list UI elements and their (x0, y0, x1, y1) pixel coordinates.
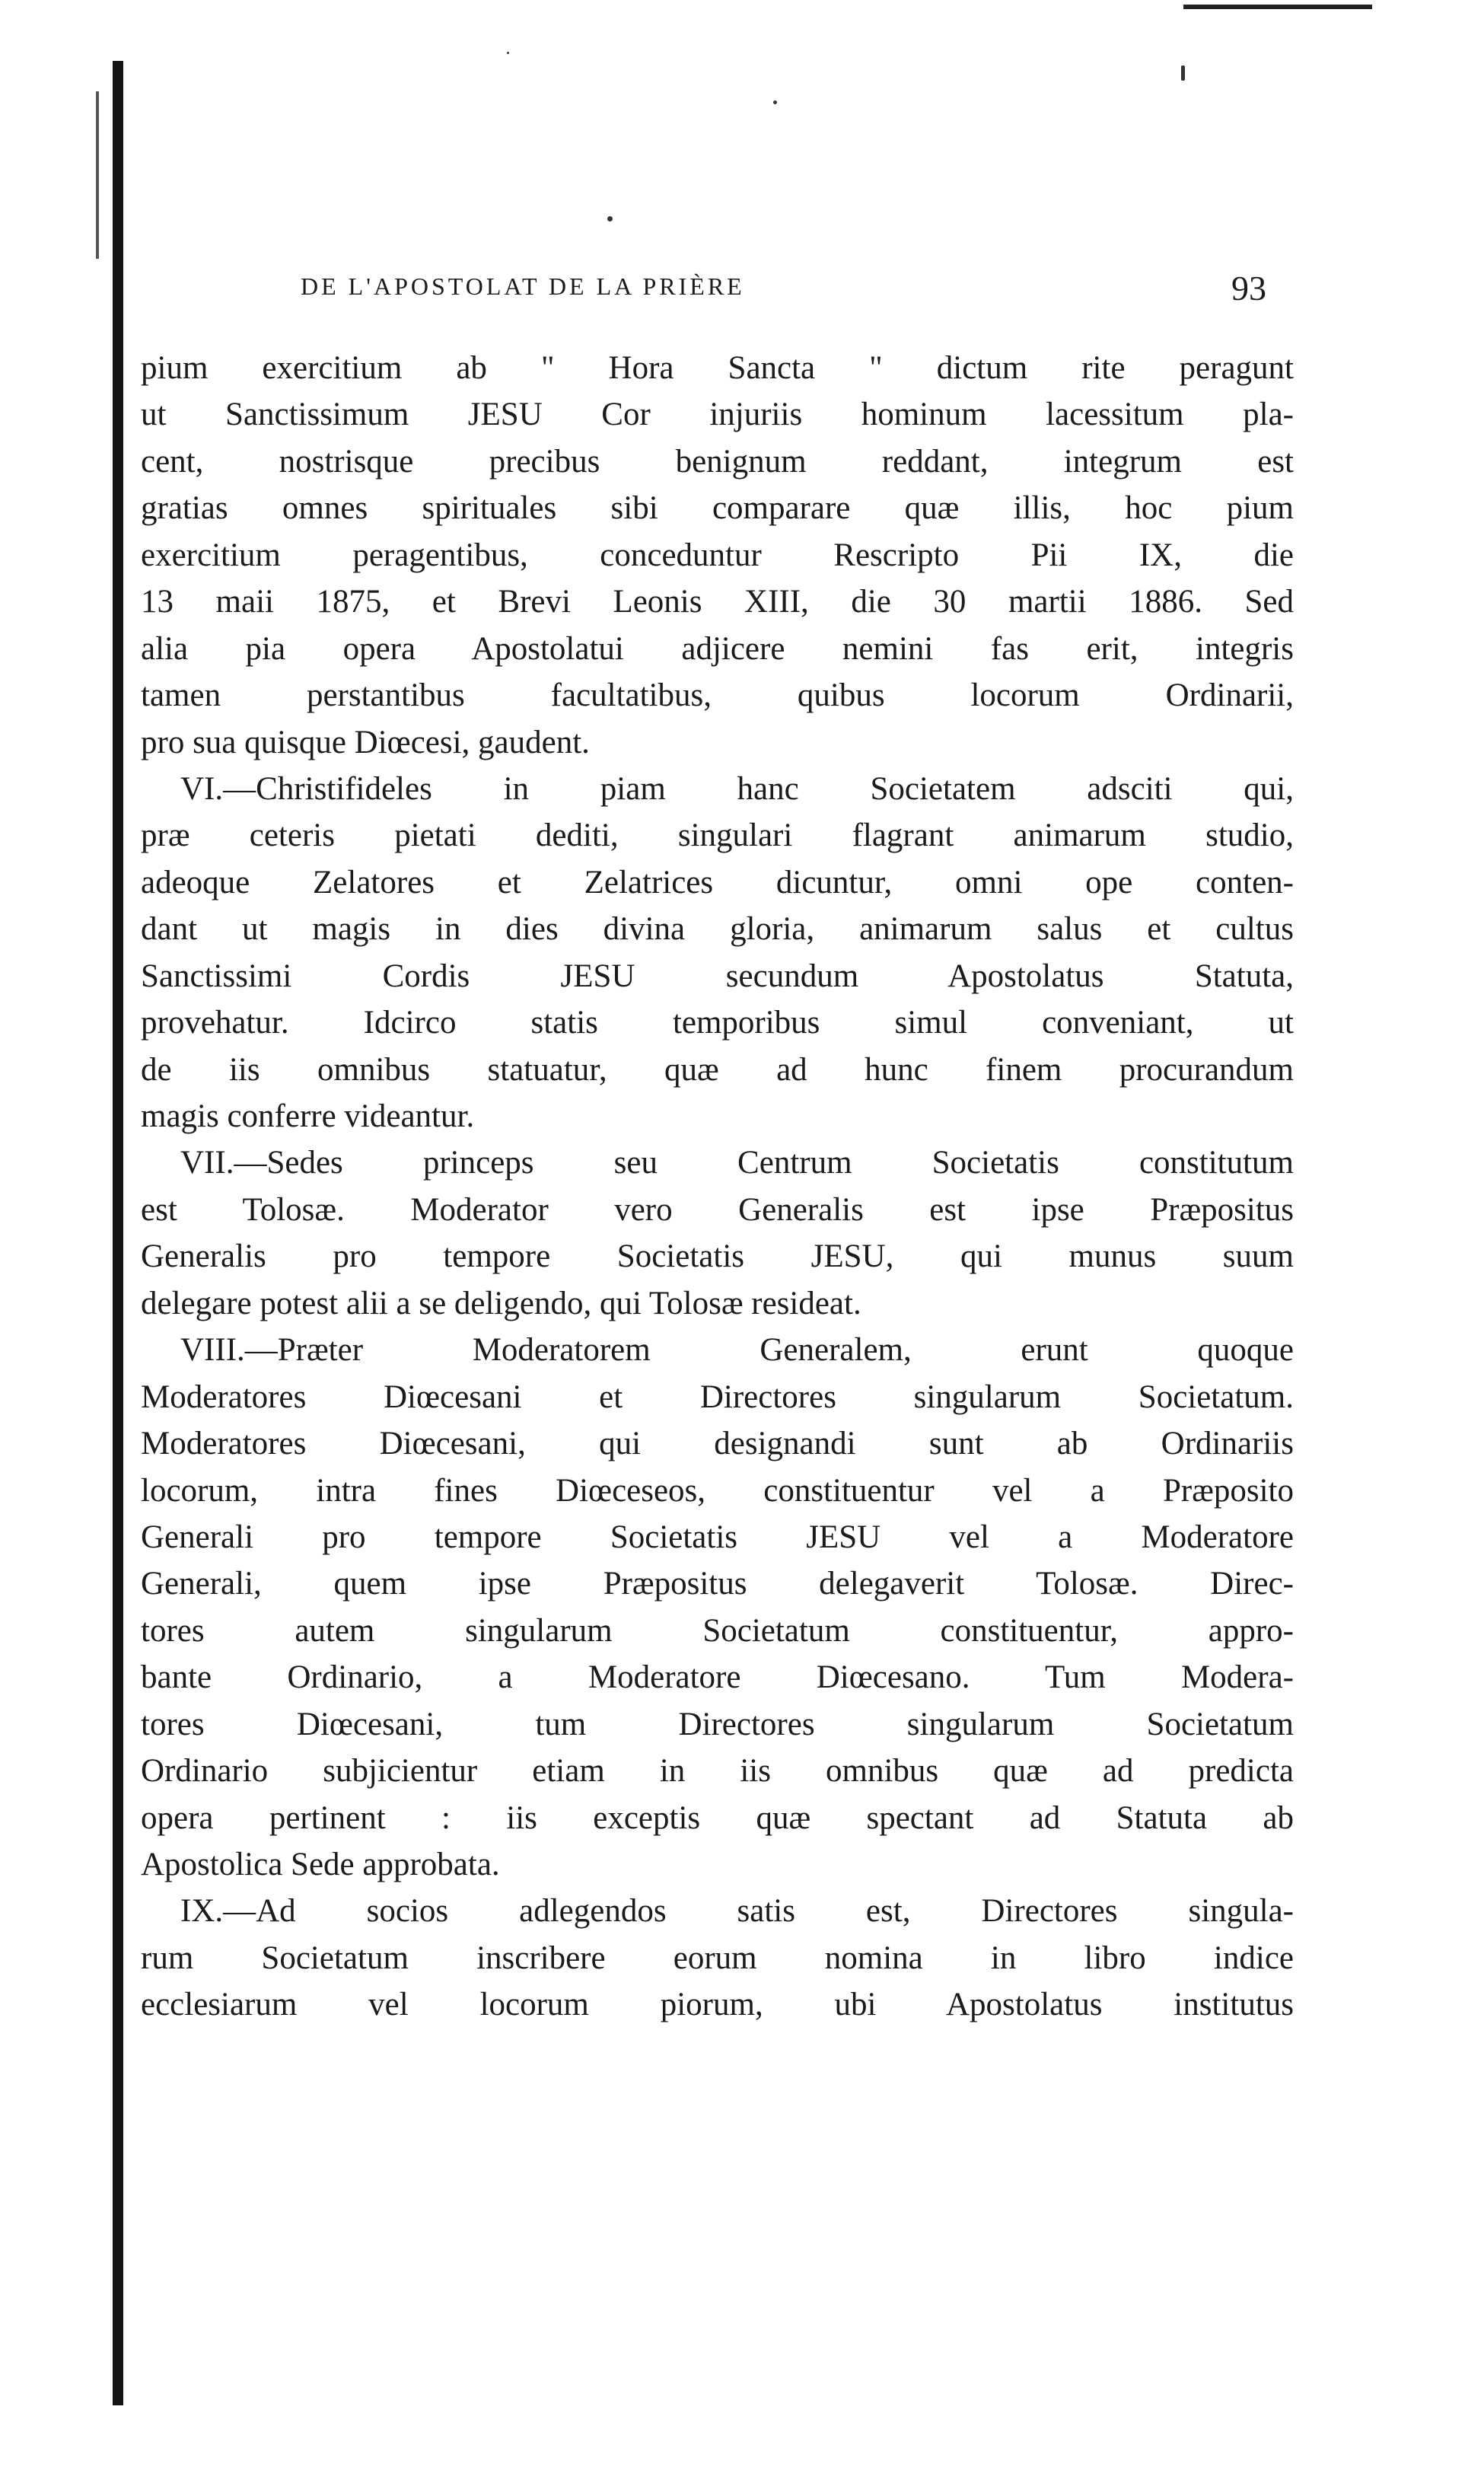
text-line: IX.—Ad socios adlegendos satis est, Directores singula- (180, 1893, 1294, 1930)
text-line: præ ceteris pietati dediti, singulari flagrant animarum studio, (141, 818, 1294, 854)
text-line: Generali pro tempore Societatis JESU vel a Moderatore (141, 1519, 1294, 1555)
text-line: delegare potest alii a se deligendo, qui Tolosæ resideat. (141, 1285, 861, 1321)
text-line: adeoque Zelatores et Zelatrices dicuntur, omni ope conten- (141, 864, 1294, 900)
text-line: Generali, quem ipse Præpositus delegaverit Tolosæ. Direc- (141, 1566, 1294, 1602)
page-number: 93 (1231, 269, 1266, 308)
text-line: cent, nostrisque precibus benignum reddant, integrum est (141, 443, 1294, 480)
text-line: tamen perstantibus facultatibus, quibus locorum Ordinarii, (141, 677, 1294, 714)
text-line: VI.—Christifideles in piam hanc Societatem adsciti qui, (180, 770, 1294, 807)
running-head: DE L'APOSTOLAT DE LA PRIÈRE (301, 273, 745, 300)
scan-speck (1181, 65, 1185, 81)
text-line: locorum, intra fines Diœceseos, constituentur vel a Præposito (141, 1472, 1294, 1509)
text-line: gratias omnes spirituales sibi comparare quæ illis, hoc pium (141, 490, 1294, 527)
text-line: provehatur. Idcirco statis temporibus simul conveniant, ut (141, 1005, 1294, 1041)
text-line: opera pertinent : iis exceptis quæ spectant ad Statuta ab (141, 1799, 1294, 1836)
text-line: Generalis pro tempore Societatis JESU, qui munus suum (141, 1238, 1294, 1275)
text-line: pium exercitium ab " Hora Sancta " dictum rite peragunt (141, 350, 1294, 386)
text-line: dant ut magis in dies divina gloria, animarum salus et cultus (141, 911, 1294, 948)
text-line: VII.—Sedes princeps seu Centrum Societatis constitutum (180, 1145, 1294, 1181)
scan-speck (507, 52, 509, 54)
text-line: Apostolica Sede approbata. (141, 1847, 500, 1882)
text-line: Moderatores Diœcesani, qui designandi sunt ab Ordinariis (141, 1426, 1294, 1462)
text-line: est Tolosæ. Moderator vero Generalis est ipse Præpositus (141, 1191, 1294, 1228)
text-line: bante Ordinario, a Moderatore Diœcesano. Tum Modera- (141, 1659, 1294, 1696)
text-line: 13 maii 1875, et Brevi Leonis XIII, die 30 martii 1886. Sed (141, 584, 1294, 620)
text-line: Ordinario subjicientur etiam in iis omnibus quæ ad predicta (141, 1753, 1294, 1790)
text-line: ecclesiarum vel locorum piorum, ubi Apostolatus institutus (141, 1987, 1294, 2023)
text-line: alia pia opera Apostolatui adjicere nemini fas erit, integris (141, 630, 1294, 667)
text-line: pro sua quisque Diœcesi, gaudent. (141, 724, 590, 760)
scan-binding-edge (113, 61, 123, 2405)
text-line: rum Societatum inscribere eorum nomina in libro indice (141, 1939, 1294, 1976)
scan-binding-edge-thin (96, 91, 99, 259)
text-line: de iis omnibus statuatur, quæ ad hunc finem procurandum (141, 1051, 1294, 1088)
text-line: tores autem singularum Societatum constituentur, appro- (141, 1612, 1294, 1649)
text-line: VIII.—Præter Moderatorem Generalem, erunt quoque (180, 1332, 1294, 1369)
scan-speck (773, 100, 777, 104)
scan-speck (607, 216, 613, 222)
text-line: Sanctissimi Cordis JESU secundum Apostolatus Statuta, (141, 958, 1294, 994)
text-line: tores Diœcesani, tum Directores singularum Societatum (141, 1706, 1294, 1742)
text-line: ut Sanctissimum JESU Cor injuriis hominum lacessitum pla- (141, 397, 1294, 433)
scan-top-rule (1183, 5, 1372, 9)
text-line: Moderatores Diœcesani et Directores singularum Societatum. (141, 1379, 1294, 1415)
text-line: magis conferre videantur. (141, 1098, 475, 1134)
body-text (141, 345, 1294, 2029)
text-line: exercitium peragentibus, conceduntur Rescripto Pii IX, die (141, 537, 1294, 573)
